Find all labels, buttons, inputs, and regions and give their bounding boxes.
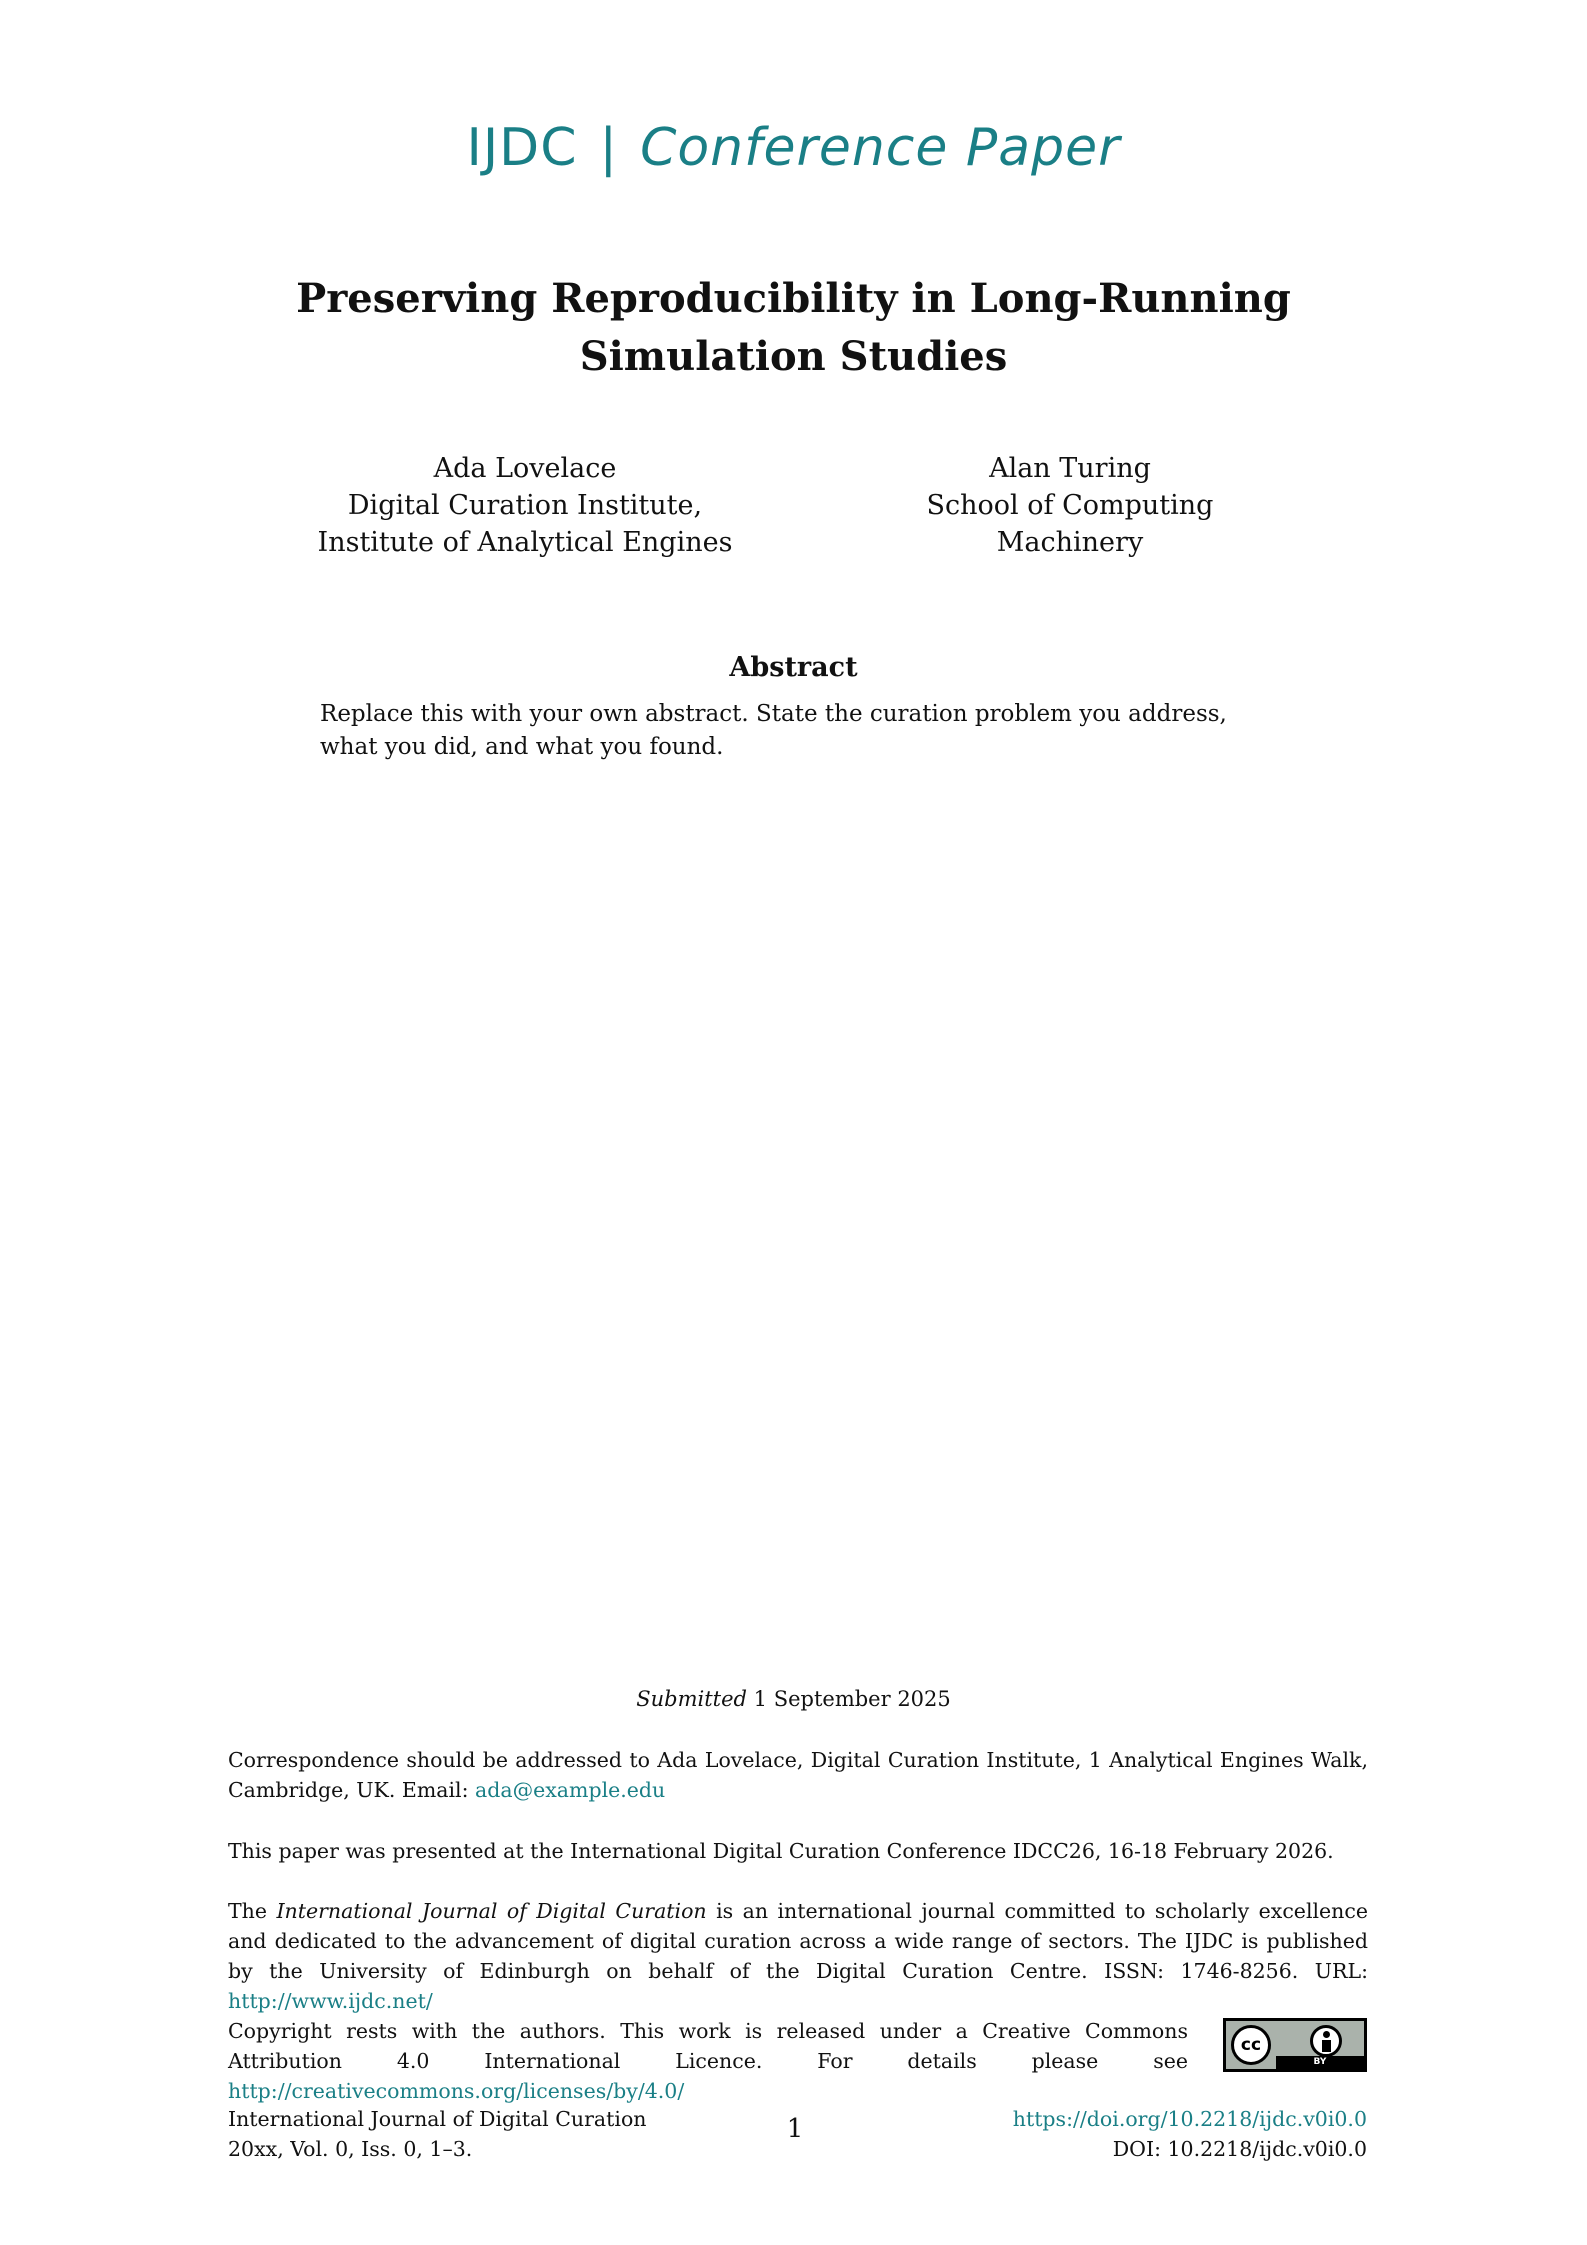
- cc-by-license-badge[interactable]: [1223, 2018, 1367, 2072]
- correspondence-text: Correspondence should be addressed to Ada Lovelace, Digital Curation Institute, 1 Analytical Engines Walk, Cambridge, UK. Email:: [228, 1748, 1368, 1802]
- abstract-heading: Abstract: [729, 652, 858, 683]
- presented-note: This paper was presented at the International Digital Curation Conference IDCC26, 16-18 February 2026.: [228, 1839, 1334, 1863]
- author-block: [850, 450, 1290, 561]
- copyright-text: Copyright rests with the authors. This work is released under a Creative Commons Attribution 4.0 International Licence. For details please see: [228, 2019, 1188, 2073]
- journal-note-pre: The: [228, 1899, 277, 1923]
- author-affiliation: Digital Curation Institute, Institute of Analytical Engines: [317, 490, 733, 558]
- by-label: BY: [1276, 2056, 1364, 2069]
- license-url-link[interactable]: http://creativecommons.org/licenses/by/4.0/: [228, 2079, 685, 2103]
- footer-doi: [1013, 2104, 1367, 2164]
- copyright-note: [228, 2016, 1188, 2106]
- banner-journal: IJDC: [466, 118, 578, 178]
- submitted-line: [0, 1687, 1587, 1711]
- attribution-person-icon: [1310, 2025, 1342, 2057]
- author-affiliation: School of Computing Machinery: [926, 490, 1214, 558]
- submitted-date: 1 September 2025: [753, 1687, 951, 1711]
- doi-link[interactable]: https://doi.org/10.2218/ijdc.v0i0.0: [1012, 2107, 1367, 2131]
- journal-note-text: is an international journal committed to scholarly excellence and dedicated to the advancement of digital curation across a wide range of sectors. The IJDC is published by the University of Edinburgh on behalf of the Digital Curation Centre. ISSN: 1746-8256. URL:: [228, 1899, 1368, 1983]
- correspondence-note: [228, 1745, 1368, 1805]
- footer-citation: [228, 2104, 647, 2164]
- footer-issue: 20xx, Vol. 0, Iss. 0, 1–3.: [228, 2137, 473, 2161]
- doi-text: DOI: 10.2218/ijdc.v0i0.0: [1112, 2137, 1367, 2161]
- page-number: 1: [786, 2114, 804, 2144]
- submitted-label: Submitted: [636, 1687, 747, 1711]
- journal-banner: [0, 118, 1587, 178]
- author-name: Ada Lovelace: [433, 453, 617, 484]
- cc-icon: cc: [1231, 2025, 1271, 2065]
- journal-name: International Journal of Digital Curation: [276, 1899, 707, 1923]
- abstract-text: Replace this with your own abstract. State the curation problem you address, what you did, and what you found.: [320, 701, 1227, 760]
- email-link[interactable]: ada@example.edu: [475, 1778, 666, 1802]
- paper-title: Preserving Reproducibility in Long-Running Simulation Studies: [296, 275, 1291, 380]
- journal-url-link[interactable]: http://www.ijdc.net/: [228, 1989, 433, 2013]
- author-block: [290, 450, 760, 561]
- banner-separator: |: [599, 118, 619, 178]
- footer-journal: International Journal of Digital Curation: [228, 2107, 647, 2131]
- author-name: Alan Turing: [989, 453, 1151, 484]
- banner-kind: Conference Paper: [640, 118, 1121, 178]
- journal-note: [228, 1896, 1368, 2016]
